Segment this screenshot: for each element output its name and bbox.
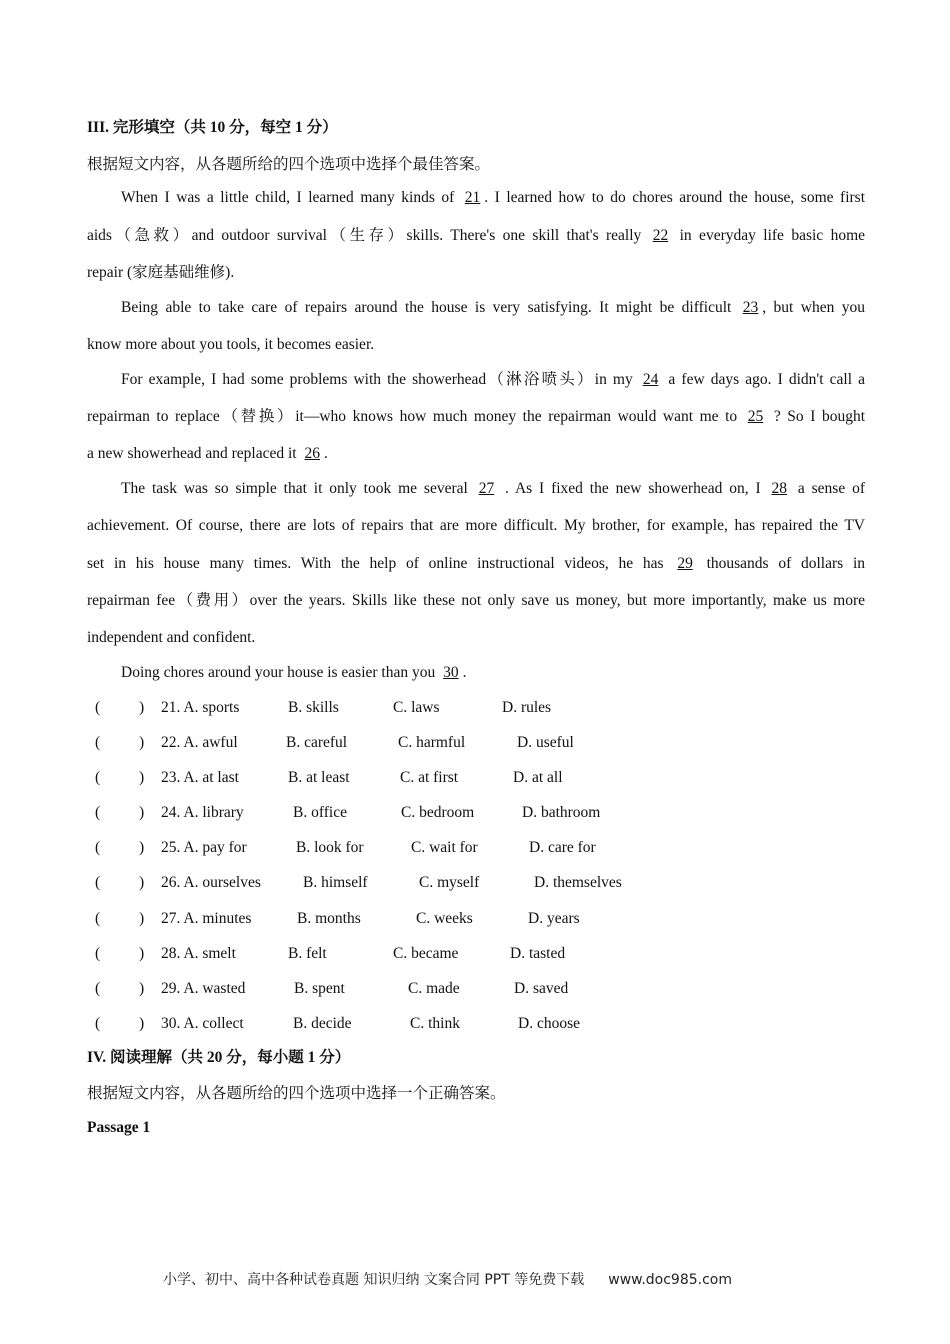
passage-line [121, 188, 865, 208]
option-c: C. harmful [398, 734, 466, 751]
blank-28: 28 [771, 480, 788, 497]
footer-url[interactable]: www.doc985.com [608, 1272, 732, 1288]
passage-text: Doing chores around your house is easier than you [121, 664, 440, 681]
passage-text: a sense of [791, 480, 866, 497]
option-c: C. myself [419, 874, 480, 891]
option-c: C. at first [400, 769, 459, 786]
passage-line [121, 663, 865, 683]
blank-25: 25 [747, 408, 764, 425]
option-b: B. months [297, 910, 361, 927]
option-b: B. careful [286, 734, 348, 751]
answer-paren-close: ) [139, 734, 145, 751]
answer-paren-close: ) [139, 804, 145, 821]
passage-line [121, 479, 865, 499]
blank-27: 27 [478, 480, 495, 497]
answer-paren-close: ) [139, 910, 145, 927]
passage-line: repairman fee（费用）over the years. Skills like these not only save us money, but more importantly, make us more [87, 592, 865, 609]
passage-text: . I learned how to do chores around the house, some first [484, 189, 865, 206]
option-d: D. years [528, 910, 580, 927]
option-b: B. skills [288, 699, 339, 716]
passage-line [121, 298, 865, 318]
blank-24: 24 [642, 371, 659, 388]
passage-text: . [323, 445, 328, 462]
passage-label: Passage 1 [87, 1119, 151, 1136]
option-a: 29. A. wasted [161, 980, 246, 997]
option-d: D. choose [518, 1015, 580, 1032]
answer-paren-close: ) [139, 874, 145, 891]
option-d: D. care for [529, 839, 596, 856]
answer-paren-open: ( [95, 734, 101, 751]
answer-paren-close: ) [139, 839, 145, 856]
option-c: C. made [408, 980, 460, 997]
passage-text: ? So I bought [767, 408, 865, 425]
passage-text: thousands of dollars in [696, 555, 866, 572]
option-a: 21. A. sports [161, 699, 240, 716]
passage-text: When I was a little child, I learned many kinds of [121, 189, 461, 206]
answer-paren-open: ( [95, 769, 101, 786]
passage-line: achievement. Of course, there are lots of repairs that are more difficult. My brother, for example, has repaired the TV [87, 517, 865, 534]
passage-line [87, 444, 865, 464]
passage-line [87, 407, 865, 427]
option-c: C. wait for [411, 839, 478, 856]
passage-line [121, 370, 865, 390]
option-b: B. spent [294, 980, 345, 997]
blank-29: 29 [677, 555, 693, 572]
section-4-title: IV. 阅读理解（共 20 分，每小题 1 分） [87, 1049, 351, 1066]
passage-line [87, 554, 865, 574]
option-a: 23. A. at last [161, 769, 239, 786]
option-a: 28. A. smelt [161, 945, 236, 962]
answer-paren-open: ( [95, 804, 101, 821]
passage-text: a few days ago. I didn't call a [662, 371, 865, 388]
section-4-instruction: 根据短文内容，从各题所给的四个选项中选择一个正确答案。 [87, 1085, 506, 1102]
option-a: 22. A. awful [161, 734, 238, 751]
option-b: B. himself [303, 874, 368, 891]
option-c: C. think [410, 1015, 460, 1032]
answer-paren-close: ) [139, 1015, 145, 1032]
page-footer [163, 1269, 732, 1289]
option-d: D. useful [517, 734, 574, 751]
option-c: C. bedroom [401, 804, 475, 821]
option-a: 26. A. ourselves [161, 874, 261, 891]
option-c: C. laws [393, 699, 440, 716]
answer-paren-open: ( [95, 874, 101, 891]
option-d: D. at all [513, 769, 563, 786]
passage-text: The task was so simple that it only took me several [121, 480, 475, 497]
passage-text: aids（急救）and outdoor survival（生存）skills. There's one skill that's really [87, 227, 649, 244]
option-b: B. office [293, 804, 347, 821]
option-d: D. saved [514, 980, 569, 997]
blank-22: 22 [652, 227, 669, 244]
option-b: B. decide [293, 1015, 352, 1032]
option-b: B. felt [288, 945, 327, 962]
blank-23: 23 [742, 299, 759, 316]
option-a: 25. A. pay for [161, 839, 247, 856]
passage-text: , but when you [762, 299, 865, 316]
answer-paren-close: ) [139, 945, 145, 962]
blank-21: 21 [464, 189, 481, 206]
answer-paren-open: ( [95, 1015, 101, 1032]
footer-text: 小学、初中、高中各种试卷真题 知识归纳 文案合同 PPT 等免费下载 [163, 1272, 585, 1288]
option-a: 24. A. library [161, 804, 244, 821]
option-c: C. became [393, 945, 459, 962]
passage-text: For example, I had some problems with the showerhead（淋浴喷头）in my [121, 371, 639, 388]
option-c: C. weeks [416, 910, 473, 927]
answer-paren-open: ( [95, 980, 101, 997]
passage-text: set in his house many times. With the help of online instructional videos, he has [87, 555, 674, 572]
answer-paren-open: ( [95, 699, 101, 716]
passage-text: . As I fixed the new showerhead on, I [498, 480, 768, 497]
passage-line [87, 226, 865, 246]
passage-text: repairman to replace（替换）it—who knows how much money the repairman would want me to [87, 408, 744, 425]
option-b: B. at least [288, 769, 350, 786]
passage-text: Being able to take care of repairs around the house is very satisfying. It might be difficult [121, 299, 739, 316]
passage-text: a new showerhead and replaced it [87, 445, 301, 462]
blank-26: 26 [304, 445, 320, 462]
answer-paren-close: ) [139, 699, 145, 716]
passage-line: know more about you tools, it becomes easier. [87, 336, 375, 353]
answer-paren-open: ( [95, 910, 101, 927]
option-a: 27. A. minutes [161, 910, 252, 927]
answer-paren-open: ( [95, 945, 101, 962]
option-a: 30. A. collect [161, 1015, 244, 1032]
passage-line: repair (家庭基础维修). [87, 264, 235, 281]
blank-30: 30 [443, 664, 459, 681]
option-b: B. look for [296, 839, 364, 856]
section-3-title: III. 完形填空（共 10 分，每空 1 分） [87, 119, 338, 136]
section-3-instruction: 根据短文内容，从各题所给的四个选项中选择个最佳答案。 [87, 156, 491, 173]
passage-text: in everyday life basic home [672, 227, 866, 244]
option-d: D. bathroom [522, 804, 601, 821]
passage-text: . [462, 664, 467, 681]
answer-paren-close: ) [139, 769, 145, 786]
answer-paren-close: ) [139, 980, 145, 997]
option-d: D. rules [502, 699, 552, 716]
option-d: D. themselves [534, 874, 622, 891]
passage-line: independent and confident. [87, 629, 256, 646]
answer-paren-open: ( [95, 839, 101, 856]
option-d: D. tasted [510, 945, 566, 962]
